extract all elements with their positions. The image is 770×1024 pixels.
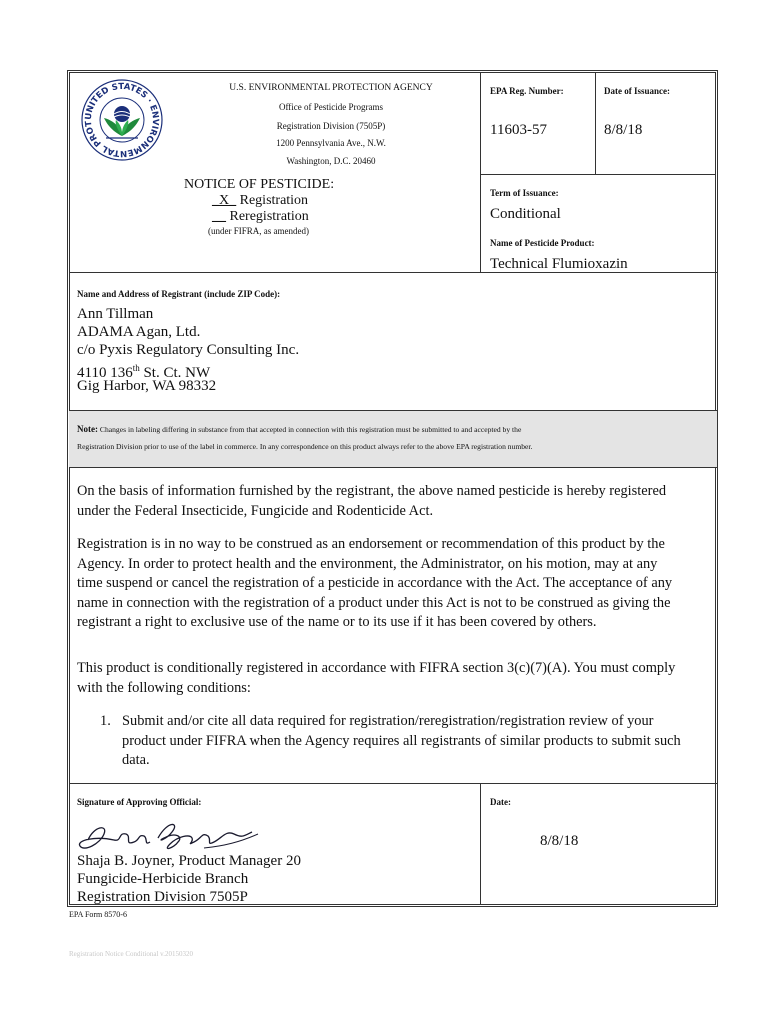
epa-seal-logo	[80, 78, 164, 162]
registration-mark: _X_	[212, 193, 237, 208]
reg-number-value: 11603-57	[490, 122, 547, 138]
note-line-1	[77, 424, 521, 434]
term-label: Term of Issuance:	[490, 188, 559, 198]
notice-title: NOTICE OF PESTICIDE:	[184, 177, 335, 192]
reg-number-label: EPA Reg. Number:	[490, 86, 564, 96]
city-address: Washington, D.C. 20460	[286, 156, 376, 166]
agency-name: U.S. ENVIRONMENTAL PROTECTION AGENCY	[229, 83, 433, 93]
paragraph-1-line: On the basis of information furnished by the registrant, the above named pesticide is hereby registered	[77, 483, 667, 499]
note-text-2: Registration Division prior to use of the label in commerce. In any correspondence on this product always refer to the above EPA registration number.	[77, 442, 533, 451]
condition-line: Submit and/or cite all data required for registration/reregistration/registration review of your	[122, 713, 654, 729]
divider-note-bottom	[69, 467, 717, 468]
official-division: Registration Division 7505P	[77, 889, 248, 905]
registration-checkbox-row	[212, 193, 308, 209]
divider-vertical-date	[595, 72, 596, 174]
paragraph-3-line: This product is conditionally registered in accordance with FIFRA section 3(c)(7)(A). You must comply	[77, 660, 676, 676]
street-address: 1200 Pennsylvania Ave., N.W.	[276, 138, 386, 148]
condition-number: 1.	[100, 713, 111, 729]
paragraph-3	[77, 659, 675, 698]
registrant-name: Ann Tillman	[77, 306, 154, 322]
form-version: Registration Notice Conditional v.20150320	[69, 950, 193, 958]
condition-line: data.	[122, 752, 150, 768]
signature-date: 8/8/18	[540, 833, 579, 849]
issuance-date-value: 8/8/18	[604, 122, 643, 138]
official-branch: Fungicide-Herbicide Branch	[77, 871, 249, 887]
paragraph-3-line: with the following conditions:	[77, 679, 251, 696]
date-label: Date:	[490, 797, 511, 807]
product-value: Technical Flumioxazin	[490, 256, 628, 272]
paragraph-2-line: Agency. In order to protect health and the environment, the Administrator, on his motion, may at any	[77, 555, 658, 572]
registrant-street-name: St. Ct. NW	[139, 365, 211, 381]
paragraph-2-line: registrant a right to exclusive use of the name or to its use if it has been covered by others.	[77, 614, 597, 630]
paragraph-2	[77, 535, 672, 633]
term-value: Conditional	[490, 206, 561, 222]
divider-term	[480, 174, 716, 175]
reregistration-checkbox-row	[212, 209, 309, 225]
registrant-street-number: 4110 136	[77, 365, 133, 381]
divider-vertical-top	[480, 72, 481, 272]
registrant-care-of: c/o Pyxis Regulatory Consulting Inc.	[77, 342, 300, 358]
paragraph-2-line: time suspend or cancel the registration of a pesticide in accordance with the Act. The acceptance of any	[77, 575, 673, 591]
divider-signature	[69, 783, 717, 784]
condition-item-1	[122, 712, 681, 771]
registrant-city: Gig Harbor, WA 98332	[77, 378, 217, 394]
paragraph-1-line: under the Federal Insecticide, Fungicide and Rodenticide Act.	[77, 502, 434, 519]
note-label: Note:	[77, 424, 98, 434]
note-background	[69, 411, 717, 467]
issuance-date-label: Date of Issuance:	[604, 86, 670, 96]
registration-label: Registration	[239, 193, 309, 208]
paragraph-2-line: Registration is in no way to be construed as an endorsement or recommendation of this product by the	[77, 536, 665, 552]
registrant-label: Name and Address of Registrant (include ZIP Code):	[77, 289, 281, 299]
registrant-company: ADAMA Agan, Ltd.	[77, 324, 201, 340]
registrant-street-suffix: th	[132, 363, 140, 373]
reregistration-label: Reregistration	[229, 209, 309, 224]
divider-vertical-signature	[480, 783, 481, 905]
official-name: Shaja B. Joyner, Product Manager 20	[77, 853, 301, 869]
form-number: EPA Form 8570-6	[69, 910, 127, 919]
fifra-note: (under FIFRA, as amended)	[208, 226, 309, 236]
office-name: Office of Pesticide Programs	[278, 102, 384, 112]
signature-label: Signature of Approving Official:	[77, 797, 202, 807]
condition-line: product under FIFRA when the Agency requires all registrants of similar products to submit such	[122, 732, 681, 749]
note-text-1: Changes in labeling differing in substance from that accepted in connection with this registration must be submitted to and accepted by the	[99, 425, 522, 434]
division-name: Registration Division (7505P)	[276, 121, 386, 131]
reregistration-mark: __	[212, 209, 226, 224]
paragraph-1	[77, 482, 666, 521]
product-label: Name of Pesticide Product:	[490, 238, 595, 248]
paragraph-2-line: name in connection with the registration of a product under this Act is not to be construed as giving the	[77, 594, 671, 611]
svg-text:UNITED STATES · ENVIRONMENTAL: UNITED STATES · ENVIRONMENTAL PROT	[83, 81, 161, 159]
